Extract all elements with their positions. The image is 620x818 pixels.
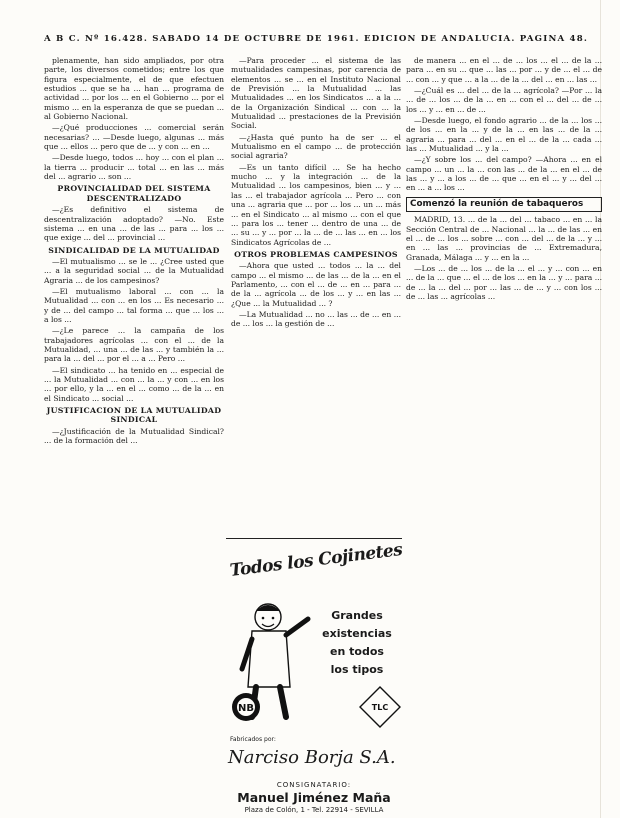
- subheading: OTROS PROBLEMAS CAMPESINOS: [234, 249, 398, 259]
- subheading: SINDICALIDAD DE LA MUTUALIDAD: [48, 245, 220, 255]
- paragraph: —¿Hasta qué punto ha de ser ... el Mutualismo en el campo ... de protección social agraria?: [231, 132, 401, 161]
- ad-script-title: Todos los Cojinetes: [228, 539, 404, 581]
- ad-line-los-tipos: los tipos: [330, 663, 384, 676]
- paragraph: —El mutualismo ... se le ... ¿Cree usted que ... a la seguridad social ... de la Mutualidad Agraria ... de los campesinos?: [44, 256, 224, 285]
- ad-consignee-label: CONSIGNATARIO:: [276, 781, 352, 789]
- paragraph: —Desde luego, todos ... hoy ... con el plan ... la tierra ... producir ... total ... en las ... más del ... agrario ... son ...: [44, 153, 224, 182]
- paragraph: —El mutualismo laboral ... con ... la Mutualidad ... con ... en los ... Es necesario ... y de ... del campo ... tal forma ... que ... los ... a los ...: [44, 286, 224, 324]
- paragraph: —La Mutualidad ... no ... las ... de ... en ... de ... los ... la gestión de ...: [231, 309, 401, 329]
- paragraph: —Desde luego, el fondo agrario ... de la ... los ... de los ... en la ... y de la ... en las ... de la ... agraria ... para ... del ... en el ... de la ... cada ... las ... Mutualidad ... y la ...: [406, 116, 602, 154]
- ad-address: Plaza de Colón, 1 - Tel. 22914 - SEVILLA: [244, 806, 384, 814]
- paragraph: —¿Le parece ... la campaña de los trabajadores agrícolas ... con el ... de la Mutualidad, ... una ... de las ... y también la ... para la ... del ... por el ... a ... Pero ...: [44, 326, 224, 364]
- tlc-badge-label: TLC: [371, 703, 389, 712]
- paragraph: —¿Es definitivo el sistema de descentralización adoptado? —No. Este sistema ... en una ... de las ... para ... los ... que exige ... del ... provincial ...: [44, 205, 224, 243]
- ad-mascot-illustration: [230, 599, 402, 734]
- paragraph: —Ahora que usted ... todos ... la ... del campo ... el mismo ... de las ... de la ... en el Parlamento, ... con el ... de ... en ... para ... de la ... agrícola ... de los ... y ... en las ... ¿Que ... la Mutualidad ... ?: [231, 261, 401, 308]
- paragraph: MADRID, 13. ... de la ... del ... tabaco ... en ... la Sección Central de ... Nacional ... la ... de las ... en el ... de ... los ... sobre ... con ... del ... de la ... y ... en ... las ... provincias de ... Extremadura, Granada, Málaga ... y ... en la ...: [406, 215, 602, 262]
- mascot-arm-icon: [286, 619, 308, 635]
- nb-badge-label: NB: [238, 703, 254, 714]
- paragraph: de manera ... en el ... de ... los ... el ... de la ... para ... en su ... que ... las ... por ... y de ... el ... de ... con ... y que ... a la ... de la ... del ... en ... las ...: [406, 56, 602, 84]
- paragraph: —Es un tanto difícil ... Se ha hecho mucho ... y la integración ... de la Mutualidad ... los campesinos, bien ... y ... las ... el trabajador agrícola ... Pero ... con una ... agraria que ... por ... los ... un ... más ... en el Sindicato ... al mismo ... con el que ... para los ... tener ... dentro de una ... de ... su ... y ... por ... la ... de ... las ... en ... los Sindicatos Agrícolas de ...: [231, 162, 401, 247]
- column-2: [231, 56, 401, 532]
- paragraph: —¿Qué producciones ... comercial serán necesarias? ... —Desde luego, algunas ... más que ... ellos ... pero que de ... y con ... en ...: [44, 123, 224, 152]
- ad-line-grandes: Grandes: [331, 609, 383, 622]
- ad-signature: Narciso Borja S.A.: [228, 747, 396, 768]
- column-3: [406, 56, 602, 816]
- column-1: [44, 56, 224, 816]
- subheading: JUSTIFICACION DE LA MUTUALIDAD SINDICAL: [46, 406, 222, 425]
- subheading: PROVINCIALIDAD DEL SISTEMA DESCENTRALIZADO: [57, 184, 211, 203]
- ad-line-en-todos: en todos: [330, 645, 384, 658]
- article-headline: Comenzó la reunión de tabaqueros: [406, 197, 602, 212]
- paragraph: —Para proceder ... el sistema de las mutualidades campesinas, por carencia de elementos ... se ... en el Instituto Nacional de Previsión ... la Mutualidad ... las Mutualidades ... en los Sindicatos ... a la ... de la Organización Sindical ... con ... la Mutualidad ... prestaciones de la Previsión Social.: [231, 56, 401, 131]
- page-header: A B C. Nº 16.428. SABADO 14 DE OCTUBRE DE 1961. EDICION DE ANDALUCIA. PAGINA 48.: [44, 34, 589, 44]
- ad-line-existencias: existencias: [322, 627, 392, 640]
- paragraph: —¿Cuál es ... del ... de la ... agrícola? —Por ... la ... de ... los ... de la ... en ... con el ... del ... de ... los ... y ... en ... de ...: [406, 86, 602, 114]
- paragraph: —¿Justificación de la Mutualidad Sindical? ... de la formación del ...: [44, 426, 224, 446]
- ad-agent-name: Manuel Jiménez Maña: [237, 790, 391, 805]
- paragraph: —Los ... de ... los ... de la ... el ... y ... con ... en ... de la ... que ... el ... de los ... en la ... y ... para ... de ... la ... del ... por ... las ... de ... y ... con los ... de ... las ... agrícolas ...: [406, 263, 602, 301]
- ad-credit: Fabricados por:: [230, 736, 276, 743]
- paragraph: —¿Y sobre los ... del campo? —Ahora ... en el campo ... un ... la ... con las ... de la ... en el ... de las ... y ... a los ... de ... que ... en el ... y ... del ... en ... a ... los ...: [406, 155, 602, 193]
- mascot-hair-icon: [256, 605, 280, 611]
- paragraph: —El sindicato ... ha tenido en ... especial de ... la Mutualidad ... con ... la ... y con ... en los ... por ello, y la ... en el ... como ... de la ... en el Sindicato ... social ...: [44, 365, 224, 403]
- advertisement: [226, 538, 402, 817]
- paragraph: plenamente, han sido ampliados, por otra parte, los diversos cometidos; entre los que figura especialmente, el de que efectuen estudios ... que se ha ... han ... programa de actividad ... por los ... en el Gobierno ... por el mismo ... en la esperanza de que se puedan ... al Gobierno Nacional.: [44, 56, 224, 122]
